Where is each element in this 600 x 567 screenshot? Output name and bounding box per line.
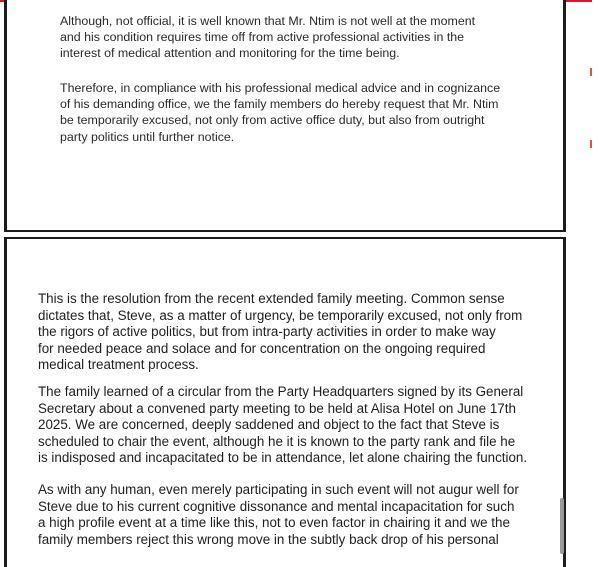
text-line: a high profile event at a time like this, not to even factor in chairing it and we the	[38, 515, 510, 531]
paragraph	[60, 13, 475, 62]
margin-marker	[590, 140, 592, 148]
text-line: interest of medical attention and monitoring for the time being.	[60, 46, 400, 61]
scrollbar-thumb[interactable]	[560, 498, 564, 554]
text-line: family members reject this wrong move in the subtly back drop of his personal	[38, 531, 499, 547]
text-line: This is the resolution from the recent extended family meeting. Common sense	[38, 291, 505, 306]
margin-marker	[590, 68, 592, 76]
text-line: Steve due to his current cognitive dissonance and mental incapacitation for such	[38, 498, 515, 514]
paragraph	[38, 291, 522, 374]
text-line: and his condition requires time off from active professional activities in the	[60, 30, 465, 45]
text-line: for needed peace and solace and for concentration on the ongoing required	[38, 340, 486, 356]
document-page-top	[4, 0, 566, 232]
text-line: Although, not official, it is well known that Mr. Ntim is not well at the moment	[60, 14, 476, 28]
text-line: The family learned of a circular from the Party Headquarters signed by its General	[38, 384, 524, 399]
text-line: party politics until further notice.	[60, 129, 235, 144]
text-line: As with any human, even merely participating in such event will not augur well for	[38, 482, 519, 497]
text-line: the rigors of active politics, but from intra-party activities in order to make way	[38, 324, 496, 340]
text-line: is indisposed and incapacitated to be in attendance, let alone chairing the function.	[38, 450, 528, 466]
text-line: scheduled to chair the event, although he it is known to the party rank and file he	[38, 433, 516, 449]
paragraph	[60, 80, 500, 145]
text-line: of his demanding office, we the family members do hereby request that Mr. Ntim	[60, 97, 499, 112]
paragraph	[38, 384, 527, 467]
text-line: 2025. We are concerned, deeply saddened and object to the fact that Steve is	[38, 417, 500, 433]
text-line: be temporarily excused, not only from active office duty, but also from outright	[60, 113, 485, 128]
paragraph	[38, 482, 519, 548]
text-line: Therefore, in compliance with his professional medical advice and in cognizance	[60, 81, 501, 95]
text-line: dictates that, Steve, as a matter of urgency, be temporarily excused, not only from	[38, 307, 523, 323]
text-line: Secretary about a convened party meeting to be held at Alisa Hotel on June 17th	[38, 400, 516, 416]
document-page-bottom	[4, 237, 566, 567]
text-line: medical treatment process.	[38, 357, 199, 373]
